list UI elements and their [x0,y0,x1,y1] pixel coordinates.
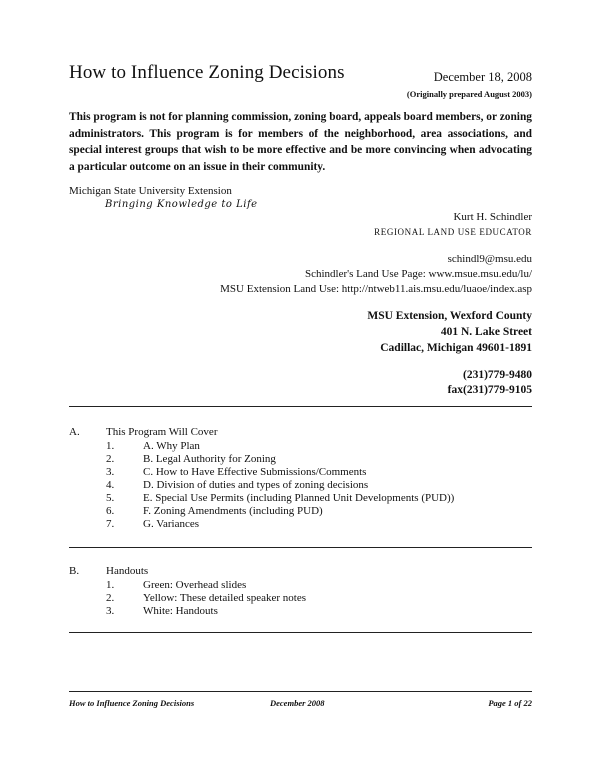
item-number: 7. [106,518,115,530]
item-text: F. Zoning Amendments (including PUD) [143,505,323,517]
footer-divider [69,691,532,692]
divider [69,547,532,548]
item-number: 6. [106,505,115,517]
author-name: Kurt H. Schindler [453,211,532,223]
document-date: December 18, 2008 [433,70,532,84]
organization-name: Michigan State University Extension [69,185,232,197]
section-title: This Program Will Cover [106,426,218,438]
extension-land-use-link: MSU Extension Land Use: http://ntweb11.ais.msu.edu/luaoe/index.asp [220,283,532,295]
office-city: Cadillac, Michigan 49601-1891 [380,342,532,354]
organization-tagline: Bringing Knowledge to Life [105,199,258,210]
item-text: B. Legal Authority for Zoning [143,453,276,465]
item-number: 5. [106,492,115,504]
item-number: 1. [106,440,115,452]
item-number: 4. [106,479,115,491]
item-number: 2. [106,453,115,465]
divider [69,406,532,407]
item-text: White: Handouts [143,605,218,617]
office-phone: (231)779-9480 [463,369,532,381]
intro-paragraph: This program is not for planning commission, zoning board, appeals board members, or zoning administrators. This program is for members of the neighborhood, area associations, and special interest groups that wish to be more effective and be more convincing when advocating a particular outcome on an issue in their community. [69,111,532,173]
item-text: Green: Overhead slides [143,579,247,591]
office-fax: fax(231)779-9105 [447,384,532,396]
item-number: 2. [106,592,115,604]
footer-date: December 2008 [270,698,325,708]
item-text: Yellow: These detailed speaker notes [143,592,307,604]
divider [69,632,532,633]
item-text: E. Special Use Permits (including Planned Unit Developments (PUD)) [143,492,455,504]
item-number: 3. [106,605,115,617]
item-number: 3. [106,466,115,478]
office-street: 401 N. Lake Street [440,326,532,338]
item-text: C. How to Have Effective Submissions/Comments [143,466,367,478]
document-title: How to Influence Zoning Decisions [69,62,345,83]
item-text: A. Why Plan [143,440,200,452]
item-text: G. Variances [143,518,199,530]
item-text: D. Division of duties and types of zoning decisions [143,479,369,491]
section-title: Handouts [106,565,149,577]
originally-prepared-note: (Originally prepared August 2003) [406,89,532,99]
author-email: schindl9@msu.edu [447,253,532,265]
author-role: REGIONAL LAND USE EDUCATOR [374,227,532,237]
office-name: MSU Extension, Wexford County [367,310,532,322]
footer-page-number: Page 1 of 22 [488,698,532,708]
land-use-page-link: Schindler's Land Use Page: www.msue.msu.edu/lu/ [304,268,532,280]
item-number: 1. [106,579,115,591]
section-letter: A. [69,426,80,438]
section-letter: B. [69,565,80,577]
footer-title: How to Influence Zoning Decisions [69,698,195,708]
